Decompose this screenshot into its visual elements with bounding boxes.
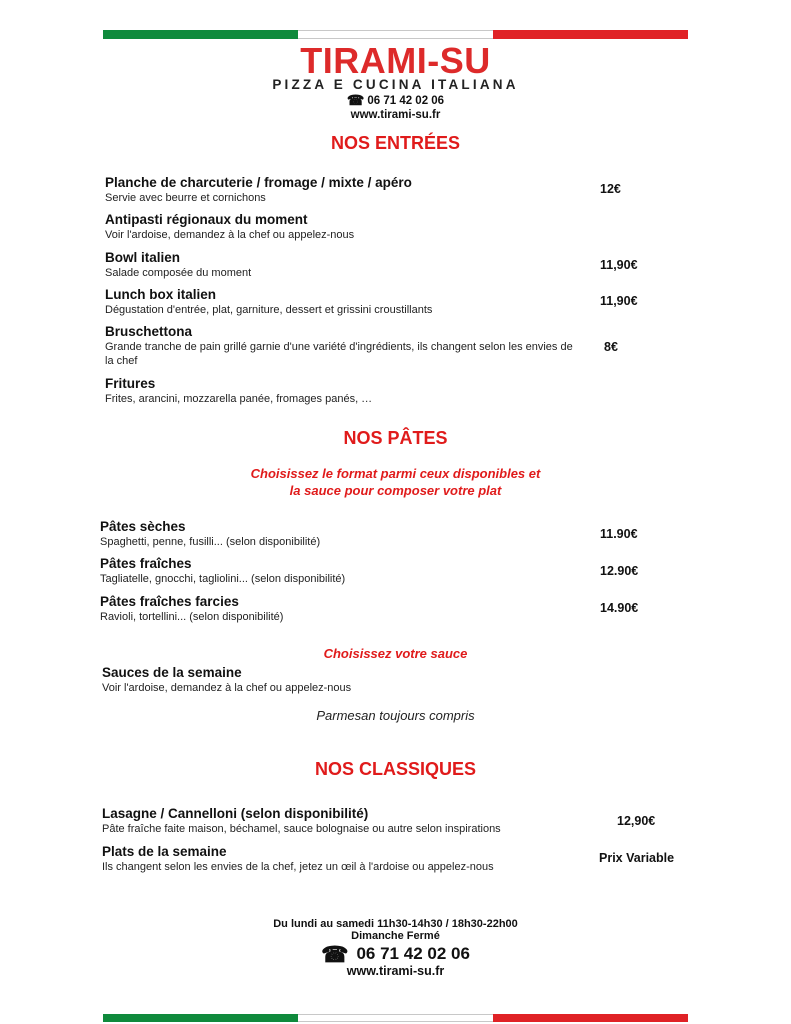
italian-flag-bar-top (103, 30, 688, 39)
flag-white-segment (298, 1014, 493, 1022)
section-title-pates: NOS PÂTES (343, 428, 448, 448)
flag-red-segment (493, 1014, 688, 1022)
item-name: Antipasti régionaux du moment (105, 212, 308, 227)
item-description: Tagliatelle, gnocchi, tagliolini... (selon disponibilité) (100, 573, 346, 585)
footer-website-link[interactable]: www.tirami-su.fr (346, 964, 445, 978)
header-phone[interactable] (0, 93, 791, 108)
item-description: Salade composée du moment (105, 267, 252, 279)
item-description: Frites, arancini, mozzarella panée, fromages panés, … (105, 393, 373, 405)
item-price: 12.90€ (600, 564, 639, 578)
item-description: Dégustation d'entrée, plat, garniture, dessert et grissini croustillants (105, 304, 433, 316)
item-name: Bowl italien (105, 250, 181, 265)
closed-day: Dimanche Fermé (351, 930, 440, 942)
menu-item (105, 376, 372, 406)
opening-hours: Du lundi au samedi 11h30-14h30 / 18h30-22h00 (273, 918, 518, 930)
menu-item (100, 594, 283, 624)
menu-item (105, 212, 354, 242)
item-description: Voir l'ardoise, demandez à la chef ou appelez-nous (102, 682, 352, 694)
section-title-entrees: NOS ENTRÉES (330, 133, 461, 153)
footer-phone[interactable] (0, 944, 791, 965)
item-price: 8€ (604, 340, 618, 354)
italian-flag-bar-bottom (103, 1014, 688, 1022)
item-name: Fritures (105, 376, 156, 391)
item-name: Lunch box italien (105, 287, 217, 302)
menu-item (105, 175, 412, 205)
item-name: Sauces de la semaine (102, 665, 242, 680)
restaurant-tagline: PIZZA E CUCINA ITALIANA (272, 77, 519, 92)
item-description: Spaghetti, penne, fusilli... (selon disponibilité) (100, 536, 321, 548)
item-description: Grande tranche de pain grillé garnie d'une variété d'ingrédients, ils changent selon les envies de la chef (105, 341, 573, 367)
item-price: 11,90€ (600, 294, 638, 308)
menu-item (102, 806, 501, 836)
item-name: Pâtes sèches (100, 519, 186, 534)
item-name: Planche de charcuterie / fromage / mixte / apéro (105, 175, 412, 190)
telephone-icon: ☎ (346, 92, 365, 108)
item-price: 12,90€ (617, 814, 656, 828)
header-website-link[interactable]: www.tirami-su.fr (350, 109, 441, 121)
item-name: Bruschettona (105, 324, 193, 339)
item-price: 12€ (600, 182, 621, 196)
section-title-classiques: NOS CLASSIQUES (314, 759, 477, 779)
item-price: Prix Variable (599, 851, 675, 865)
item-description: Ils changent selon les envies de la chef, jetez un œil à l'ardoise ou appelez-nous (102, 861, 494, 873)
item-price: 11,90€ (600, 258, 638, 272)
item-name: Pâtes fraîches (100, 556, 192, 571)
restaurant-name: TIRAMI-SU (300, 40, 491, 81)
item-description: Ravioli, tortellini... (selon disponibilité) (100, 611, 284, 623)
flag-red-segment (493, 30, 688, 39)
pates-instruction-line-1: Choisissez le format parmi ceux disponibles et (250, 466, 541, 481)
item-name: Lasagne / Cannelloni (selon disponibilité) (102, 806, 369, 821)
item-price: 14.90€ (600, 601, 639, 615)
menu-item (100, 519, 320, 549)
pates-instruction-line-2: la sauce pour composer votre plat (289, 483, 502, 498)
item-name: Plats de la semaine (102, 844, 227, 859)
item-name: Pâtes fraîches farcies (100, 594, 239, 609)
menu-item (105, 324, 580, 368)
flag-green-segment (103, 1014, 298, 1022)
item-description: Servie avec beurre et cornichons (105, 192, 266, 204)
menu-item (102, 665, 351, 695)
menu-item (105, 287, 432, 317)
flag-green-segment (103, 30, 298, 39)
header-phone-number: 06 71 42 02 06 (367, 95, 445, 107)
flag-white-segment (298, 30, 493, 39)
sauce-instruction-text: Choisissez votre sauce (323, 646, 468, 661)
item-description: Pâte fraîche faite maison, béchamel, sauce bolognaise ou autre selon inspirations (102, 823, 501, 835)
telephone-icon: ☎ (321, 942, 349, 967)
item-price: 11.90€ (600, 527, 638, 541)
parmesan-note: Parmesan toujours compris (316, 708, 475, 723)
menu-item (105, 250, 251, 280)
sauce-instruction (0, 645, 791, 662)
item-description: Voir l'ardoise, demandez à la chef ou appelez-nous (105, 229, 355, 241)
footer-phone-number: 06 71 42 02 06 (356, 944, 470, 963)
menu-item (102, 844, 494, 874)
menu-item (100, 556, 345, 586)
